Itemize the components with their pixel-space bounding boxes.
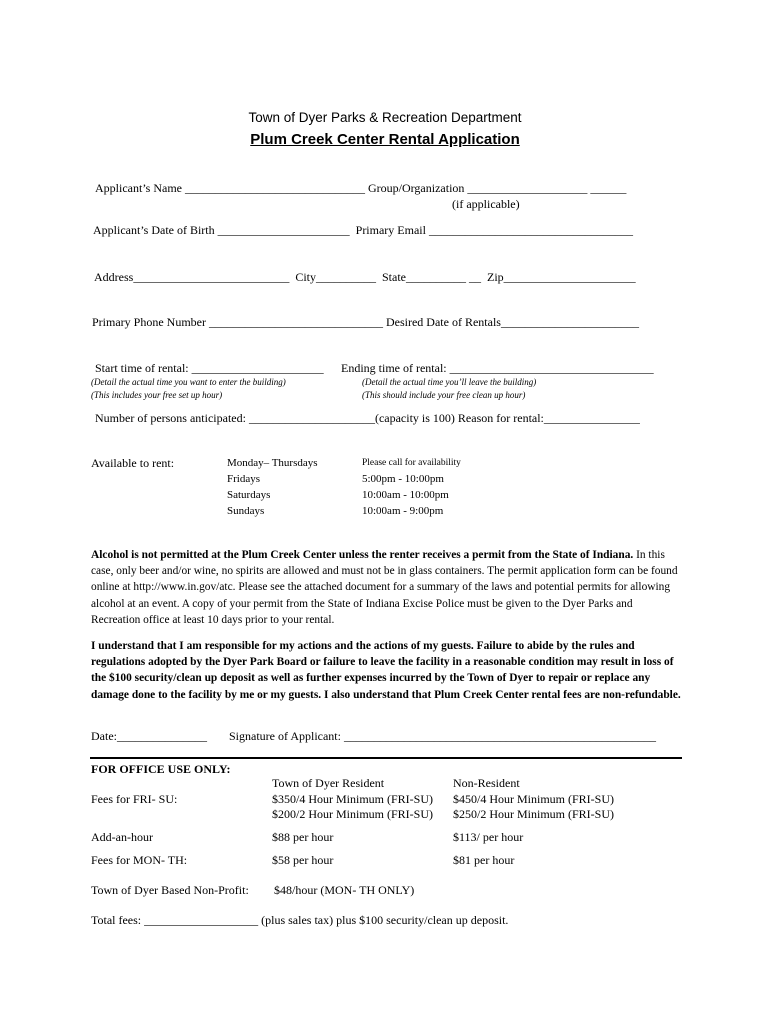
- add-hour-nonresident: $113/ per hour: [453, 830, 524, 844]
- availability-time: Please call for availability: [362, 458, 461, 468]
- alcohol-policy-bold: Alcohol is not permitted at the Plum Creek Center unless the renter receives a permit from the State of Indiana.: [91, 549, 634, 561]
- office-use-heading: FOR OFFICE USE ONLY:: [91, 762, 231, 776]
- availability-day: Fridays: [227, 473, 260, 485]
- mon-th-nonresident: $81 per hour: [453, 853, 515, 867]
- mon-th-resident: $58 per hour: [272, 853, 334, 867]
- availability-time: 5:00pm - 10:00pm: [362, 473, 444, 485]
- availability-time: 10:00am - 10:00pm: [362, 489, 449, 501]
- phone-date-field[interactable]: Primary Phone Number _____________________________ Desired Date of Rentals_______________________: [92, 315, 639, 329]
- address-field[interactable]: Address__________________________ City__________ State__________ __ Zip______________________: [94, 270, 636, 284]
- resident-column-header: Town of Dyer Resident: [272, 776, 385, 790]
- mon-th-label: Fees for MON- TH:: [91, 853, 188, 867]
- date-field[interactable]: Date:_______________: [91, 729, 207, 743]
- end-time-note-2: (This should include your free clean up hour): [362, 390, 526, 400]
- resident-fri-fee-2hr: $200/2 Hour Minimum (FRI-SU): [272, 807, 434, 821]
- nonprofit-label: Town of Dyer Based Non-Profit:: [91, 883, 249, 897]
- availability-time: 10:00am - 9:00pm: [362, 505, 444, 517]
- alcohol-policy-text: In this case, only beer and/or wine, no spirits are allowed and must not be in glass containers. The permit application form can be found online at http://www.in.gov/atc. Please see the attached document for a summary of the laws and potential permits for allowing alcohol at an event. A copy of your permit from the State of Indiana Excise Police must be given to the Dyer Parks and Recreation office at least 10 days prior to your rental.: [91, 549, 678, 626]
- agreement-text: I understand that I am responsible for my actions and the actions of my guests. Failure to abide by the rules and regulations adopted by the Dyer Park Board or failure to leave the facility in a reasonable condition may result in loss of the $100 security/clean up deposit as well as further expenses incurred by the Town of Dyer to repair or replace any damage done to the facility by me or my guests. I also understand that Plum Creek Center rental fees are non-refundable.: [91, 640, 681, 701]
- end-time-field[interactable]: Ending time of rental: __________________________________: [341, 361, 654, 375]
- department-heading: Town of Dyer Parks & Recreation Department: [248, 110, 522, 125]
- start-time-note-2: (This includes your free set up hour): [91, 390, 223, 400]
- available-label: Available to rent:: [91, 456, 175, 470]
- signature-field[interactable]: Signature of Applicant: ____________________________________________________: [229, 729, 656, 743]
- if-applicable-note: (if applicable): [452, 197, 520, 211]
- availability-day: Sundays: [227, 505, 265, 517]
- add-hour-resident: $88 per hour: [272, 830, 334, 844]
- alcohol-policy: [91, 547, 681, 628]
- nonresident-column-header: Non-Resident: [453, 776, 520, 790]
- office-divider: [90, 757, 682, 759]
- availability-day: Monday– Thursdays: [227, 457, 318, 469]
- total-fees-field[interactable]: Total fees: ___________________ (plus sales tax) plus $100 security/clean up deposit.: [91, 913, 509, 927]
- start-time-note-1: (Detail the actual time you want to enter the building): [91, 377, 286, 387]
- nonprofit-rate: $48/hour (MON- TH ONLY): [274, 883, 415, 897]
- applicant-name-field[interactable]: Applicant’s Name ______________________________ Group/Organization ____________________ ______: [95, 181, 627, 195]
- dob-email-field[interactable]: Applicant’s Date of Birth ______________________ Primary Email __________________________________: [93, 223, 633, 237]
- fees-fri-label: Fees for FRI- SU:: [91, 792, 178, 806]
- start-time-field[interactable]: Start time of rental: ______________________: [95, 361, 324, 375]
- resident-fri-fee-4hr: $350/4 Hour Minimum (FRI-SU): [272, 792, 434, 806]
- page-title: Plum Creek Center Rental Application: [250, 131, 520, 148]
- nonresident-fri-fee-4hr: $450/4 Hour Minimum (FRI-SU): [453, 792, 615, 806]
- add-hour-label: Add-an-hour: [91, 830, 153, 844]
- persons-reason-field[interactable]: Number of persons anticipated: _____________________(capacity is 100) Reason for rental:________________: [95, 411, 640, 425]
- end-time-note-1: (Detail the actual time you’ll leave the building): [362, 377, 537, 387]
- availability-day: Saturdays: [227, 489, 271, 501]
- nonresident-fri-fee-2hr: $250/2 Hour Minimum (FRI-SU): [453, 807, 615, 821]
